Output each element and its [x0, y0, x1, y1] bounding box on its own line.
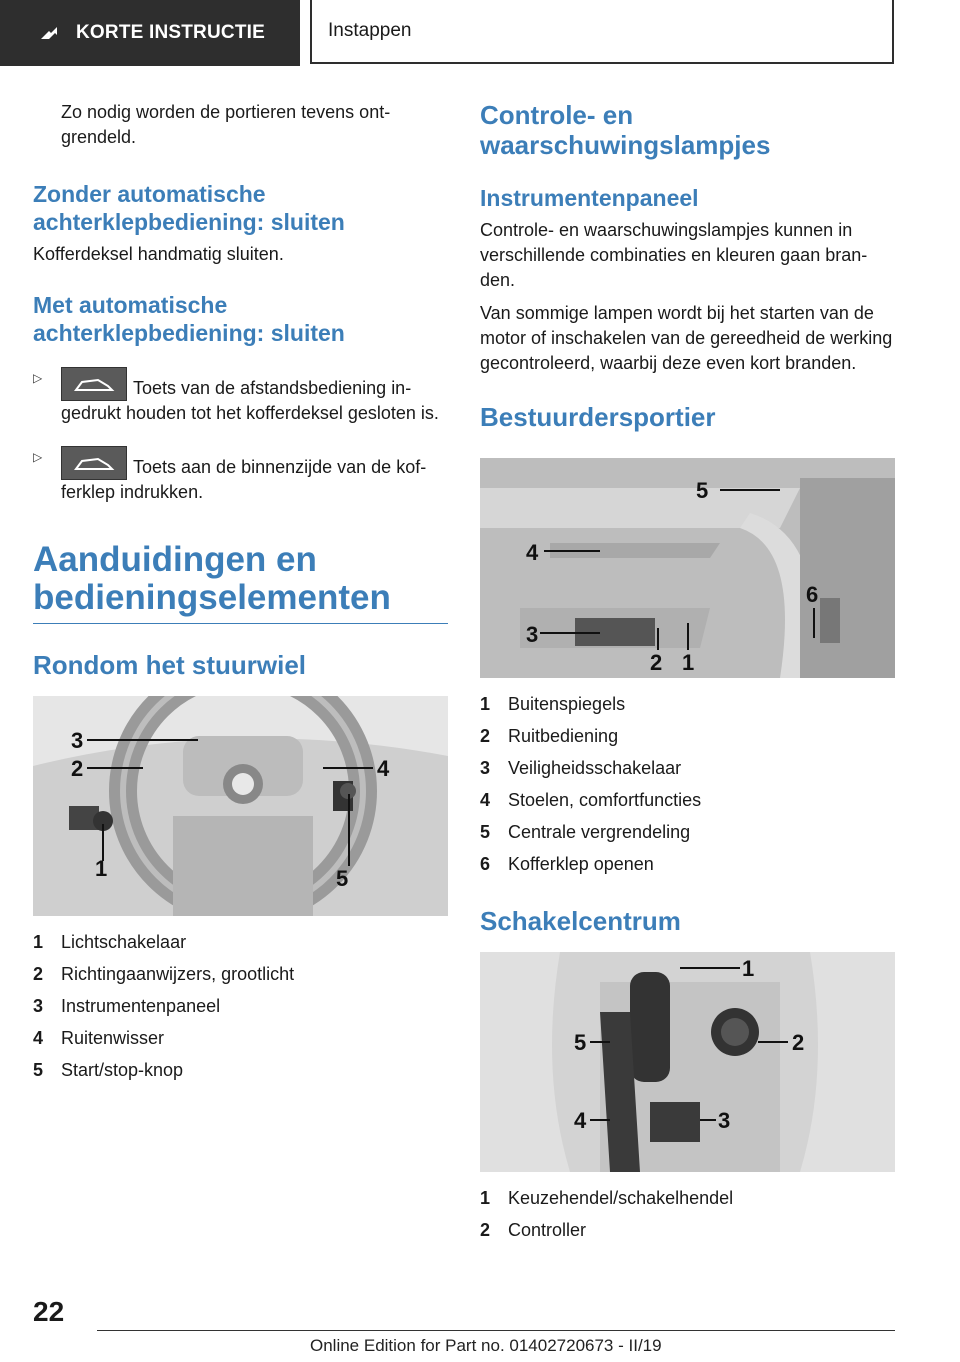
list-item: 2 Ruitbediening — [480, 726, 619, 746]
heading-bestuurdersportier: Bestuurdersportier — [480, 402, 716, 432]
center-console-photo — [480, 952, 895, 1172]
list-item: 2 Richtingaanwijzers, grootlicht — [33, 964, 295, 984]
callout-4: 4 — [526, 540, 539, 565]
callout-6: 6 — [806, 582, 819, 607]
triangle-bullet-icon: ▷ — [33, 450, 43, 464]
chapter-title: Instappen — [310, 0, 894, 64]
heading-met-sluiten: Met automatische achterklepbediening: sluiten — [33, 292, 345, 346]
callout-1: 1 — [742, 956, 755, 981]
heading-aanduidingen: Aanduidingen en bedieningselementen — [33, 541, 448, 624]
callout-2: 2 — [650, 650, 663, 675]
list-item: 3 Instrumentenpaneel — [33, 996, 221, 1016]
list-item: 5 Start/stop-knop — [33, 1060, 184, 1080]
page-header — [0, 0, 960, 66]
callout-5: 5 — [574, 1030, 587, 1055]
callout-5: 5 — [696, 478, 709, 503]
callout-5: 5 — [336, 866, 349, 891]
list-item: 2 Controller — [480, 1220, 587, 1240]
list-item: 6 Kofferklep openen — [480, 854, 654, 874]
text-zonder-sluiten: Kofferdeksel handmatig sluiten. — [33, 244, 284, 264]
bullet-text: Toets aan de binnenzijde van de kof-ferklep indrukken. — [61, 446, 448, 505]
page-number: 22 — [33, 1296, 65, 1327]
list-item: 1 Keuzehendel/schakelhendel — [480, 1188, 734, 1208]
section-tab[interactable] — [0, 0, 300, 66]
triangle-bullet-icon: ▷ — [33, 371, 43, 385]
bullet-text: Toets van de afstandsbediening in-gedrukt houden tot het kofferdeksel gesloten is. — [61, 367, 448, 426]
callout-3: 3 — [718, 1108, 731, 1133]
schakel-legend — [480, 1182, 895, 1246]
callout-3: 3 — [71, 728, 84, 753]
steering-wheel-photo — [33, 696, 448, 916]
heading-schakelcentrum: Schakelcentrum — [480, 906, 681, 936]
trunk-button-icon — [61, 446, 127, 480]
bullet-item — [33, 367, 448, 426]
heading-instrumentenpaneel: Instrumentenpaneel — [480, 185, 699, 211]
callout-3: 3 — [526, 622, 539, 647]
list-item: 1 Lichtschakelaar — [33, 932, 187, 952]
heading-controle: Controle- en waarschuwingslampjes — [480, 100, 771, 160]
footer-divider — [97, 1330, 895, 1331]
text-controle-1: Controle- en waarschuwingslampjes kunnen in verschillende combinaties en kleuren gaan bran-den. — [480, 220, 868, 290]
stuurwiel-legend — [33, 926, 448, 1086]
intro-text: Zo nodig worden de portieren tevens ont-grendeld. — [61, 102, 391, 147]
heading-zonder-sluiten: Zonder automatische achterklepbediening: sluiten — [33, 181, 345, 235]
driver-door-photo — [480, 458, 895, 678]
car-pin-icon — [38, 22, 60, 44]
trunk-key-icon — [61, 367, 127, 401]
portier-legend — [480, 688, 895, 880]
footer-edition: Online Edition for Part no. 01402720673 - II/19 — [310, 1336, 662, 1355]
list-item: 3 Veiligheidsschakelaar — [480, 758, 682, 778]
list-item: 1 Buitenspiegels — [480, 694, 626, 714]
right-column — [480, 100, 895, 1246]
callout-4: 4 — [574, 1108, 587, 1133]
callout-1: 1 — [682, 650, 695, 675]
callout-1: 1 — [95, 856, 108, 881]
callout-4: 4 — [377, 756, 390, 781]
text-controle-2: Van sommige lampen wordt bij het starten van de motor of inschakelen van de gereedheid de werking gecontroleerd, waarbij deze even kort branden. — [480, 303, 893, 373]
callout-2: 2 — [71, 756, 84, 781]
heading-stuurwiel: Rondom het stuurwiel — [33, 650, 306, 680]
callout-2: 2 — [792, 1030, 805, 1055]
section-tab-label: KORTE INSTRUCTIE — [76, 22, 265, 43]
left-column — [33, 100, 448, 1086]
list-item: 5 Centrale vergrendeling — [480, 822, 691, 842]
list-item: 4 Ruitenwisser — [33, 1028, 165, 1048]
list-item: 4 Stoelen, comfortfuncties — [480, 790, 702, 810]
bullet-item — [33, 446, 448, 505]
